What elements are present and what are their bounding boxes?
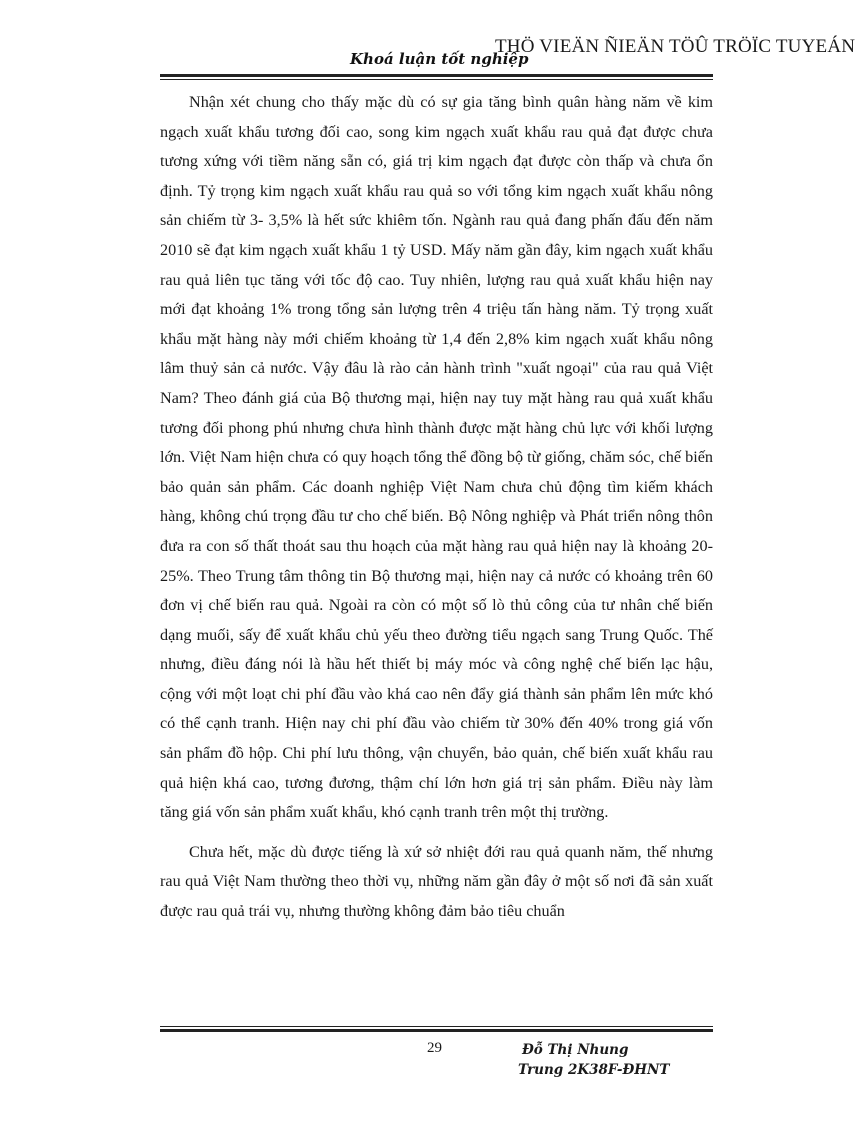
library-watermark: THÖ VIEÄN ÑIEÄN TÖÛ TRÖÏC TUYEÁN [495,36,855,57]
author-name: Đỗ Thị Nhung [522,1042,629,1058]
header-divider-thick [160,74,713,77]
author-class: Trung 2K38F-ĐHNT [518,1062,670,1078]
footer-author [518,1040,670,1080]
page-header-title: Khoá luận tốt nghiệp [350,50,529,68]
page-number: 29 [427,1040,442,1056]
footer-divider-thin [160,1026,713,1027]
footer-divider-thick [160,1029,713,1032]
body-paragraph-2: Chưa hết, mặc dù được tiếng là xứ sở nhiệt đới rau quả quanh năm, thế nhưng rau quả Việt Nam thường theo thời vụ, những năm gần đây ở một số nơi đã sản xuất được rau quả trái vụ, nhưng thường không đảm bảo tiêu chuẩn [160,842,713,921]
body-paragraph-1: Nhận xét chung cho thấy mặc dù có sự gia tăng bình quân hàng năm về kim ngạch xuất khẩu tương đối cao, song kim ngạch xuất khẩu rau quả đạt được chưa tương xứng với tiềm năng sẵn có, giá trị kim ngạch đạt được còn thấp và chưa ổn định. Tỷ trọng kim ngạch xuất khẩu rau quả so với tổng kim ngạch xuất khẩu nông sản chiếm từ 3- 3,5% là hết sức khiêm tốn. Ngành rau quả đang phấn đấu đến năm 2010 sẽ đạt kim ngạch xuất khẩu 1 tỷ USD. Mấy năm gần đây, kim ngạch xuất khẩu rau quả liên tục tăng với tốc độ cao. Tuy nhiên, lượng rau quả xuất khẩu hiện nay mới đạt khoảng 1% trong tổng sản lượng trên 4 triệu tấn hàng năm. Tỷ trọng xuất khẩu mặt hàng này mới chiếm khoảng từ 1,4 đến 2,8% kim ngạch xuất khẩu nông lâm thuỷ sản cả nước. Vậy đâu là rào cản hành trình "xuất ngoại" của rau quả Việt Nam? Theo đánh giá của Bộ thương mại, hiện nay tuy mặt hàng rau quả xuất khẩu tương đối phong phú nhưng chưa hình thành được mặt hàng chủ lực với khối lượng lớn. Việt Nam hiện chưa có quy hoạch tổng thể đồng bộ từ giống, chăm sóc, chế biến bảo quản sản phẩm. Các doanh nghiệp Việt Nam chưa chủ động tìm kiếm khách hàng, không chú trọng đầu tư cho chế biến. Bộ Nông nghiệp và Phát triển nông thôn đưa ra con số thất thoát sau thu hoạch của mặt hàng rau quả hiện nay là khoảng 20-25%. Theo Trung tâm thông tin Bộ thương mại, hiện nay cả nước có khoảng trên 60 đơn vị chế biến rau quả. Ngoài ra còn có một số lò thủ công của tư nhân chế biến dạng muối, sấy để xuất khẩu chủ yếu theo đường tiểu ngạch sang Trung Quốc. Thế nhưng, điều đáng nói là hầu hết thiết bị máy móc và công nghệ chế biến lạc hậu, cộng với một loạt chi phí đầu vào khá cao nên đẩy giá thành sản phẩm lên mức khó có thể cạnh tranh. Hiện nay chi phí đầu vào chiếm từ 30% đến 40% trong giá vốn sản phẩm đồ hộp. Chi phí lưu thông, vận chuyển, bảo quản, chế biến xuất khẩu rau quả hiện khá cao, tương đương, thậm chí lớn hơn giá trị sản phẩm. Điều này làm tăng giá vốn sản phẩm xuất khẩu, khó cạnh tranh trên một thị trường. [160,93,713,822]
header-divider-thin [160,79,713,80]
document-body [160,88,713,927]
